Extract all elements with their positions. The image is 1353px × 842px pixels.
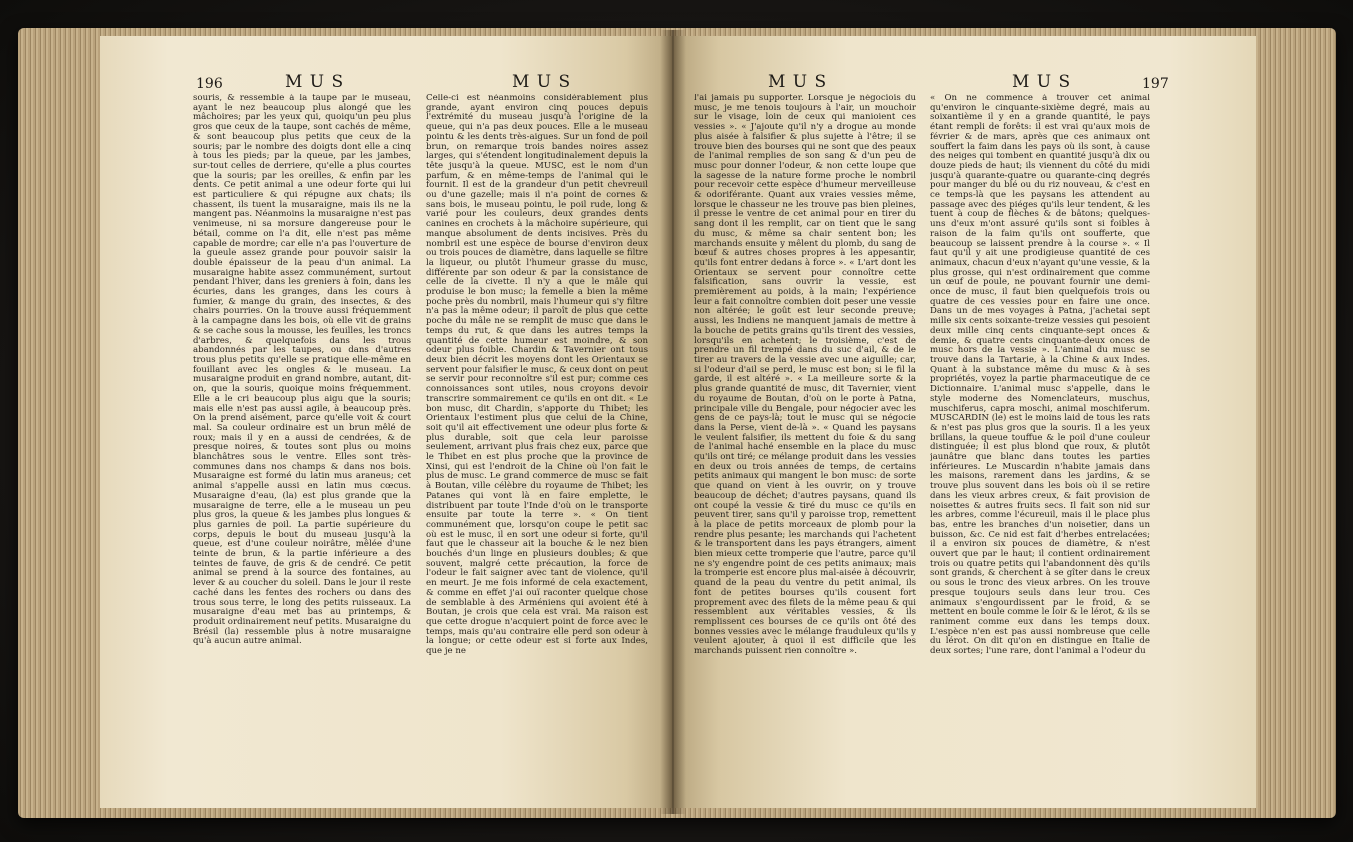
left-page-column-1	[193, 94, 411, 800]
left-page-column-2	[426, 94, 648, 800]
right-page-column-1-text: l'ai jamais pu supporter. Lorsque je négociois du musc, je me tenois toujours à l'air, un mouchoir sur le visage, loin de ceux qui manioient ces vessies ». « J'ajoute qu'il n'y a drogue au monde plus aisée à falsifier & plus sujette à l'être; il se trouve bien des bourses qui ne sont que des peaux de l'animal remplies de son sang & d'un peu de musc pour donner l'odeur, & non cette loupe que la sagesse de la nature forme proche le nombril pour recevoir cette espèce d'humeur merveilleuse & odoriférante. Quant aux vraies vessies même, lorsque le chasseur ne les trouve pas bien pleines, il presse le ventre de cet animal pour en tirer du sang dont il les remplit, car on tient que le sang du musc, & même sa chair sentent bon; les marchands ensuite y mêlent du plomb, du sang de bœuf & autres choses propres à les appesantir, qu'ils font entrer dedans à force ». « L'art dont les Orientaux se servent pour connoître cette falsification, sans ouvrir la vessie, est premièrement au poids, à la main; l'expérience leur a fait connoître combien doit peser une vessie non altérée; le goût est leur seconde preuve; aussi, les Indiens ne manquent jamais de mettre à la bouche de petits grains qu'ils tirent des vessies, lorsqu'ils en achetent; le troisième, c'est de prendre un fil trempé dans du suc d'ail, & de le tirer au travers de la vessie avec une aiguille; car, si l'odeur d'ail se perd, le musc est bon; si le fil la garde, il est altéré ». « La meilleure sorte & la plus grande quantité de musc, dit Tavernier, vient du royaume de Boutan, d'où on le porte à Patna, principale ville du Bengale, pour négocier avec les gens de ce pays-là; tout le musc qui se négocie dans la Perse, vient de-là ». « Quand les paysans le veulent falsifier, ils mettent du foie & du sang de l'animal haché ensemble en la place du musc qu'ils ont tiré; ce mélange produit dans les vessies en deux ou trois années de temps, de certains petits animaux qui mangent le bon musc: de sorte que quand on vient à les ouvrir, on y trouve beaucoup de déchet; d'autres paysans, quand ils ont coupé la vessie & tiré du musc ce qu'ils en peuvent tirer, sans qu'il y paroisse trop, remettent à la place de petits morceaux de plomb pour la rendre plus pesante; les marchands qui l'achetent & le transportent dans les pays étrangers, aiment bien mieux cette tromperie que l'autre, parce qu'il ne s'y engendre point de ces petits animaux; mais la tromperie est encore plus mal-aisée à découvrir, quand de la peau du ventre du petit animal, ils font de petites bourses qu'ils cousent fort proprement avec des filets de la même peau & qui ressemblent aux véritables vessies, & ils remplissent ces bourses de ce qu'ils ont ôté des bonnes vessies avec le mélange frauduleux qu'ils y veulent ajouter, à quoi il est difficile que les marchands puissent rien connoître ».	[694, 94, 916, 657]
right-page-column-1	[694, 94, 916, 800]
book-gutter	[660, 30, 686, 814]
left-page-number: 196	[196, 76, 223, 92]
left-page-running-head-left: M U S	[285, 72, 345, 92]
right-page-running-head-right: M U S	[1012, 72, 1072, 92]
right-page-number: 197	[1142, 76, 1169, 92]
left-page-column-2-text: Celle-ci est néanmoins considérablement plus grande, ayant environ cinq pouces depuis l'extrémité du museau jusqu'à l'origine de la queue, qui n'a pas deux pouces. Elle a le museau pointu & les dents très-aigues. Sur un fond de poil brun, on remarque trois bandes noires assez larges, qui s'étendent longitudinalement depuis la tête jusqu'à la queue. MUSC, est le nom d'un parfum, & en même-temps de l'animal qui le fournit. Il est de la grandeur d'un petit chevreuil ou d'une gazelle; mais il n'a point de cornes & sans bois, le museau pointu, le poil rude, long & varié pour les couleurs, deux grandes dents canines en crochets à la mâchoire supérieure, qui manque absolument de dents incisives. Près du nombril est une espèce de bourse d'environ deux ou trois pouces de diamètre, dans laquelle se filtre la liqueur, ou plutôt l'humeur grasse du musc, différente par son odeur & par la consistance de celle de la civette. Il n'y a que le mâle qui produise le bon musc; la femelle a bien la même poche près du nombril, mais l'humeur qui s'y filtre n'a pas la même odeur; il paroît de plus que cette poche du mâle ne se remplit de musc que dans le temps du rut, & que dans les autres temps la quantité de cette humeur est moindre, & son odeur plus foible. Chardin & Tavernier ont tous deux bien décrit les moyens dont les Orientaux se servent pour falsifier le musc, & ceux dont on peut se servir pour reconnoître s'il est pur; comme ces connoissances sont utiles, nous croyons devoir transcrire sommairement ce qu'ils en ont dit. « Le bon musc, dit Chardin, s'apporte du Thibet; les Orientaux l'estiment plus que celui de la Chine, soit qu'il ait effectivement une odeur plus forte & plus durable, soit que cela leur paroisse seulement, arrivant plus frais chez eux, parce que le Thibet en est plus proche que la province de Xinsi, qui est l'endroit de la Chine où l'on fait le plus de musc. Le grand commerce de musc se fait à Boutan, ville célèbre du royaume de Thibet; les Patanes qui vont là en faire emplette, le distribuent par toute l'Inde d'où on le transporte ensuite par toute la terre ». « On tient communément que, lorsqu'on coupe le petit sac où est le musc, il en sort une odeur si forte, qu'il faut que le chasseur ait la bouche & le nez bien bouchés d'un linge en plusieurs doubles; & que souvent, malgré cette précaution, la force de l'odeur le fait saigner avec tant de violence, qu'il en meurt. Je me fois informé de cela exactement, & comme en effet j'ai ouï raconter quelque chose de semblable à des Arméniens qui avoient été à Boutan, je crois que cela est vrai. Ma raison est que cette drogue n'acquiert point de force avec le temps, mais qu'au contraire elle perd son odeur à la longue; or cette odeur est si forte aux Indes, que je ne	[426, 94, 648, 657]
right-page-column-2	[930, 94, 1150, 800]
right-page-running-head-left: M U S	[768, 72, 828, 92]
left-page-running-head-right: M U S	[512, 72, 572, 92]
left-page-column-1-text: souris, & ressemble à la taupe par le museau, ayant le nez beaucoup plus alongé que les mâchoires; par les yeux qui, quoiqu'un peu plus gros que ceux de la taupe, sont cachés de même, & sont beaucoup plus petits que ceux de la souris; par le nombre des doigts dont elle a cinq à tous les pieds; par la queue, par les jambes, sur-tout celles de derriere, qu'elle a plus courtes que la souris; par les oreilles, & enfin par les dents. Ce petit animal a une odeur forte qui lui est particuliere & qui répugne aux chats; ils chassent, ils tuent la musaraigne, mais ils ne la mangent pas. Néanmoins la musaraigne n'est pas venimeuse, ni sa morsure dangereuse pour le bétail, comme on l'a dit, elle n'est pas même capable de mordre; car elle n'a pas l'ouverture de la gueule assez grande pour pouvoir saisir la double épaisseur de la peau d'un animal. La musaraigne habite assez communément, surtout pendant l'hiver, dans les greniers à foin, dans les écuries, dans les granges, dans les cours à fumier, & mange du grain, des insectes, & des chairs pourries. On la trouve aussi fréquemment à la campagne dans les bois, où elle vit de grains & se cache sous la mousse, les feuilles, les troncs d'arbres, & quelquefois dans les trous abandonnés par les taupes, ou dans d'autres trous plus petits qu'elle se pratique elle-même en fouillant avec les ongles & le museau. La musaraigne produit en grand nombre, autant, dit-on, que la souris, quoique moins fréquemment. Elle a le cri beaucoup plus aigu que la souris; mais elle n'est pas aussi agile, à beaucoup près. On la prend aisément, parce qu'elle voit & court mal. Sa couleur ordinaire est un brun mêlé de roux; mais il y en a aussi de cendrées, & de presque noires, & toutes sont plus ou moins blanchâtres sous le ventre. Elles sont très-communes dans nos champs & dans nos bois. Musaraigne est formé du latin mus araneus; cet animal s'appelle aussi en latin mus cœcus. Musaraigne d'eau, (la) est plus grande que la musaraigne de terre, elle a le museau un peu plus gros, la queue & les jambes plus longues & plus garnies de poil. La partie supérieure du corps, depuis le bout du museau jusqu'à la queue, est d'une couleur noirâtre, mêlée d'une teinte de brun, & la partie inférieure a des teintes de fauve, de gris & de cendré. Ce petit animal se prend à la source des fontaines, au lever & au coucher du soleil. Dans le jour il reste caché dans les fentes des rochers ou dans des trous sous terre, le long des petits ruisseaux. La musaraigne d'eau met bas au printemps, & produit ordinairement neuf petits. Musaraigne du Brésil (la) ressemble plus à notre musaraigne qu'à aucun autre animal.	[193, 94, 411, 647]
right-page-column-2-text: « On ne commence à trouver cet animal qu'environ le cinquante-sixième degré, mais au soixantième il y en a grande quantité, le pays étant rempli de forêts: il est vrai qu'aux mois de février & de mars, après que ces animaux ont souffert la faim dans les pays où ils sont, à cause des neiges qui tombent en quantité jusqu'à dix ou douze pieds de haut; ils viennent du côté du midi jusqu'à quarante-quatre ou quarante-cinq degrés pour manger du blé ou du riz nouveau, & c'est en ce temps-là que les paysans les attendent au passage avec des piéges qu'ils leur tendent, & les tuent à coup de flèches & de bâtons; quelques-uns d'eux m'ont assuré qu'ils sont si foibles à raison de la faim qu'ils ont soufferte, que beaucoup se laissent prendre à la course ». « Il faut qu'il y ait une prodigieuse quantité de ces animaux, chacun d'eux n'ayant qu'une vessie, & la plus grosse, qui n'est ordinairement que comme un œuf de poule, ne pouvant fournir une demi-once de musc, il faut bien quelquefois trois ou quatre de ces vessies pour en faire une once. Dans un de mes voyages à Patna, j'achetai sept mille six cents soixante-treize vessies qui pesoient deux mille cinq cents cinquante-sept onces & demie, & quatre cents cinquante-deux onces de musc hors de la vessie ». L'animal du musc se trouve dans la Tartarie, à la Chine & aux Indes. Quant à la substance même du musc & à ses propriétés, voyez la partie pharmaceutique de ce Dictionnaire. L'animal musc s'appelle, dans le style moderne des Nomenclateurs, muschus, muschiferus, capra moschi, animal moschiferum. MUSCARDIN (le) est le moins laid de tous les rats & n'est pas plus gros que la souris. Il a les yeux brillans, la queue touffue & le poil d'une couleur distinguée; il est plus blond que roux, & plutôt jaunâtre que blanc dans toutes les parties inférieures. Le Muscardin n'habite jamais dans les maisons, rarement dans les jardins, & se trouve plus souvent dans les bois où il se retire dans les vieux arbres creux, & fait provision de noisettes & autres fruits secs. Il fait son nid sur les arbres, comme l'écureuil, mais il le place plus bas, entre les branches d'un noisetier, dans un buisson, &c. Ce nid est fait d'herbes entrelacées; il a environ six pouces de diamètre, & n'est ouvert que par le haut; il contient ordinairement trois ou quatre petits qui l'abandonnent dès qu'ils sont grands, & cherchent à se gîter dans le creux ou sous le tronc des vieux arbres. On les trouve presque toujours seuls dans leur trou. Ces animaux s'engourdissent par le froid, & se mettent en boule comme le loir & le lérot, & ils se raniment comme eux dans les temps doux. L'espèce n'en est pas aussi nombreuse que celle du lérot. On dit qu'on en distingue en Italie de deux sortes; l'une rare, dont l'animal a l'odeur du	[930, 94, 1150, 657]
